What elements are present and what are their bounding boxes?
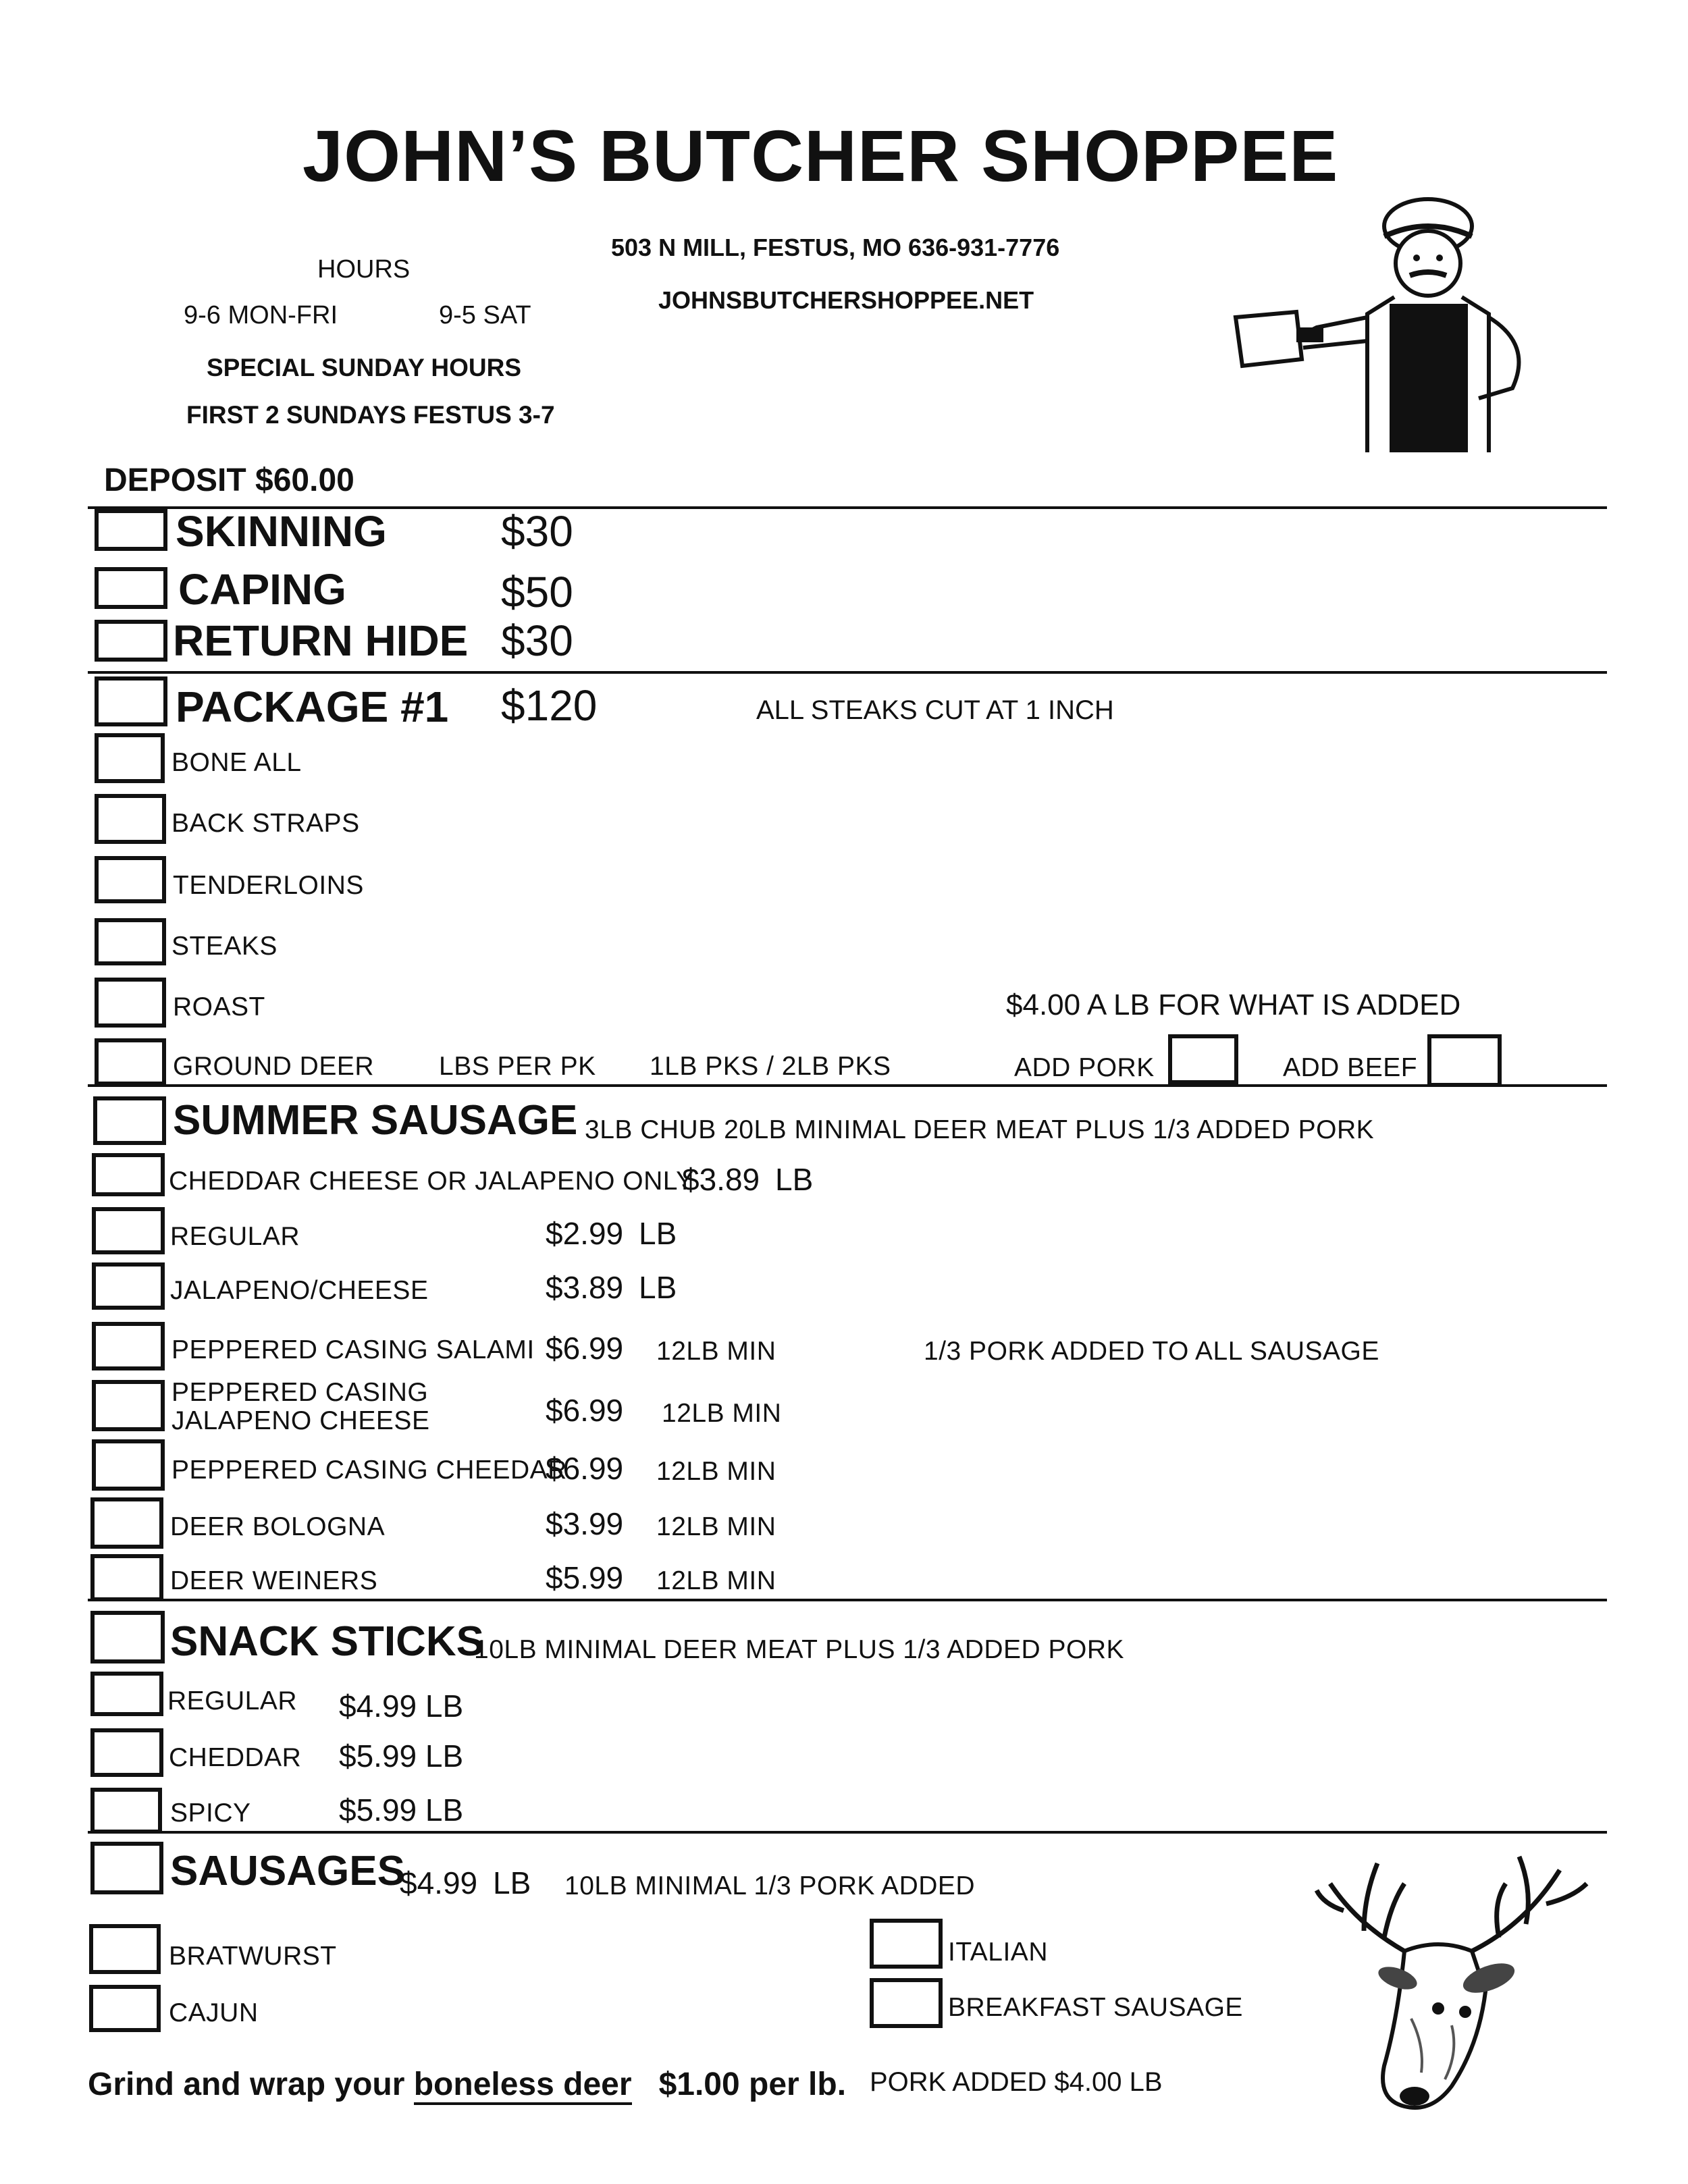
cajun-label: CAJUN (169, 1998, 259, 2027)
special-sunday-hours: SPECIAL SUNDAY HOURS (207, 354, 522, 381)
snack-regular-label: REGULAR (167, 1686, 298, 1715)
casing-jalapeno-line1: PEPPERED CASING (172, 1378, 429, 1407)
shop-title: JOHN’S BUTCHER SHOPPEE (302, 115, 1339, 196)
steaks-checkbox[interactable] (95, 918, 166, 965)
jalapeno-cheese-price: $3.89 (546, 1270, 624, 1305)
hours-saturday: 9-5 SAT (439, 301, 531, 329)
regular-summer-label: REGULAR (170, 1222, 300, 1251)
snack-spicy-price: $5.99 LB (339, 1792, 464, 1828)
tenderloins-label: TENDERLOINS (173, 871, 364, 900)
caping-checkbox[interactable] (95, 567, 167, 609)
deer-weiners-checkbox[interactable] (90, 1554, 163, 1601)
package1-checkbox[interactable] (95, 676, 167, 726)
pork-added-footer: PORK ADDED $4.00 LB (870, 2067, 1163, 2097)
grind-text (88, 2066, 846, 2103)
cheddar-only-unit: LB (775, 1162, 814, 1197)
regular-summer-price: $2.99 (546, 1216, 624, 1251)
add-pork-label: ADD PORK (1014, 1053, 1155, 1082)
casing-cheddar-checkbox[interactable] (92, 1439, 165, 1491)
add-beef-label: ADD BEEF (1283, 1053, 1418, 1082)
cheddar-only-price: $3.89 (682, 1162, 760, 1197)
package1-note: ALL STEAKS CUT AT 1 INCH (756, 695, 1114, 725)
add-pork-checkbox[interactable] (1168, 1034, 1238, 1084)
casing-salami-label: PEPPERED CASING SALAMI (172, 1335, 535, 1364)
skinning-checkbox[interactable] (95, 509, 167, 551)
bratwurst-label: BRATWURST (169, 1942, 337, 1971)
back-straps-label: BACK STRAPS (172, 809, 360, 838)
casing-jalapeno-price: $6.99 (546, 1393, 624, 1428)
jalapeno-cheese-checkbox[interactable] (92, 1262, 165, 1310)
lbs-per-pk-label: LBS PER PK (439, 1052, 596, 1081)
pork-added-note: 1/3 PORK ADDED TO ALL SAUSAGE (924, 1337, 1379, 1366)
return-hide-price: $30 (501, 616, 573, 665)
package1-label: PACKAGE #1 (176, 683, 449, 731)
bone-all-label: BONE ALL (172, 748, 302, 777)
butcher-illustration (1222, 196, 1580, 452)
deposit: DEPOSIT $60.00 (104, 462, 354, 498)
casing-jalapeno-line2: JALAPENO CHEESE (172, 1406, 430, 1435)
deer-bologna-label: DEER BOLOGNA (170, 1512, 386, 1541)
return-hide-label: RETURN HIDE (173, 616, 469, 665)
steaks-label: STEAKS (172, 932, 278, 961)
regular-summer-checkbox[interactable] (92, 1207, 165, 1254)
roast-checkbox[interactable] (95, 978, 166, 1028)
breakfast-sausage-label: BREAKFAST SAUSAGE (948, 1993, 1243, 2022)
deer-weiners-min: 12LB MIN (656, 1566, 776, 1595)
skinning-price: $30 (501, 507, 573, 556)
snack-sticks-checkbox[interactable] (90, 1611, 165, 1663)
added-price-note: $4.00 A LB FOR WHAT IS ADDED (1006, 988, 1461, 1021)
sausages-unit: LB (493, 1865, 531, 1900)
cajun-checkbox[interactable] (89, 1985, 161, 2032)
italian-label: ITALIAN (948, 1938, 1048, 1967)
jalapeno-cheese-label: JALAPENO/CHEESE (170, 1276, 429, 1305)
divider (88, 1599, 1607, 1601)
deer-weiners-label: DEER WEINERS (170, 1566, 378, 1595)
snack-cheddar-price: $5.99 LB (339, 1738, 464, 1774)
pk-sizes-label: 1LB PKS / 2LB PKS (650, 1052, 891, 1081)
summer-sausage-label: SUMMER SAUSAGE (173, 1097, 578, 1144)
sausages-checkbox[interactable] (90, 1842, 163, 1894)
deer-illustration (1303, 1843, 1600, 2127)
casing-jalapeno-min: 12LB MIN (662, 1399, 782, 1428)
casing-salami-min: 12LB MIN (656, 1337, 776, 1366)
address-phone: 503 N MILL, FESTUS, MO 636-931-7776 (611, 234, 1060, 261)
caping-label: CAPING (178, 565, 346, 614)
snack-sticks-label: SNACK STICKS (170, 1618, 485, 1665)
grind-label: Grind and wrap your (88, 2067, 405, 2102)
deer-weiners-price: $5.99 (546, 1560, 624, 1595)
sausages-details: 10LB MINIMAL 1/3 PORK ADDED (564, 1871, 976, 1900)
italian-checkbox[interactable] (870, 1919, 943, 1969)
casing-cheddar-price: $6.99 (546, 1451, 624, 1486)
boneless-deer-text: boneless deer (414, 2067, 632, 2105)
sausages-label: SAUSAGES (170, 1848, 405, 1894)
casing-jalapeno-label (172, 1379, 429, 1435)
cheddar-only-checkbox[interactable] (92, 1153, 165, 1196)
caping-price: $50 (501, 568, 573, 616)
package1-price: $120 (501, 681, 598, 730)
bone-all-checkbox[interactable] (95, 733, 165, 783)
snack-cheddar-checkbox[interactable] (90, 1728, 163, 1777)
deer-bologna-min: 12LB MIN (656, 1512, 776, 1541)
ground-deer-label: GROUND DEER (173, 1052, 375, 1081)
snack-regular-price: $4.99 LB (339, 1688, 464, 1724)
back-straps-checkbox[interactable] (95, 794, 166, 844)
casing-cheddar-min: 12LB MIN (656, 1457, 776, 1486)
website: JOHNSBUTCHERSHOPPEE.NET (658, 286, 1034, 314)
snack-spicy-label: SPICY (170, 1799, 251, 1828)
snack-sticks-details: 10LB MINIMAL DEER MEAT PLUS 1/3 ADDED PORK (474, 1635, 1125, 1664)
snack-cheddar-label: CHEDDAR (169, 1743, 302, 1772)
deer-bologna-checkbox[interactable] (90, 1497, 163, 1549)
jalapeno-cheese-unit: LB (639, 1270, 677, 1305)
regular-summer-unit: LB (639, 1216, 677, 1251)
snack-regular-checkbox[interactable] (90, 1672, 163, 1716)
casing-cheddar-label: PEPPERED CASING CHEEDAR (172, 1456, 567, 1485)
tenderloins-checkbox[interactable] (95, 856, 166, 903)
breakfast-sausage-checkbox[interactable] (870, 1978, 943, 2028)
summer-sausage-details: 3LB CHUB 20LB MINIMAL DEER MEAT PLUS 1/3 ADDED PORK (585, 1115, 1375, 1144)
snack-spicy-checkbox[interactable] (90, 1788, 162, 1834)
sunday-detail: FIRST 2 SUNDAYS FESTUS 3-7 (186, 401, 555, 429)
bratwurst-checkbox[interactable] (89, 1924, 161, 1974)
divider (88, 1831, 1607, 1834)
sausages-price: $4.99 (400, 1865, 478, 1900)
skinning-label: SKINNING (176, 507, 387, 556)
deer-bologna-price: $3.99 (546, 1506, 624, 1541)
casing-jalapeno-checkbox[interactable] (92, 1380, 165, 1431)
casing-salami-checkbox[interactable] (92, 1322, 165, 1370)
divider (88, 1084, 1607, 1087)
hours-label: HOURS (317, 255, 411, 284)
casing-salami-price: $6.99 (546, 1331, 624, 1366)
add-beef-checkbox[interactable] (1427, 1034, 1502, 1087)
summer-sausage-checkbox[interactable] (93, 1096, 166, 1145)
return-hide-checkbox[interactable] (95, 620, 167, 662)
hours-weekday: 9-6 MON-FRI (184, 301, 338, 329)
roast-label: ROAST (173, 992, 265, 1021)
divider (88, 671, 1607, 674)
grind-price: $1.00 per lb. (658, 2067, 847, 2102)
ground-deer-checkbox[interactable] (95, 1038, 166, 1086)
cheddar-only-label: CHEDDAR CHEESE OR JALAPENO ONLY (169, 1167, 694, 1196)
